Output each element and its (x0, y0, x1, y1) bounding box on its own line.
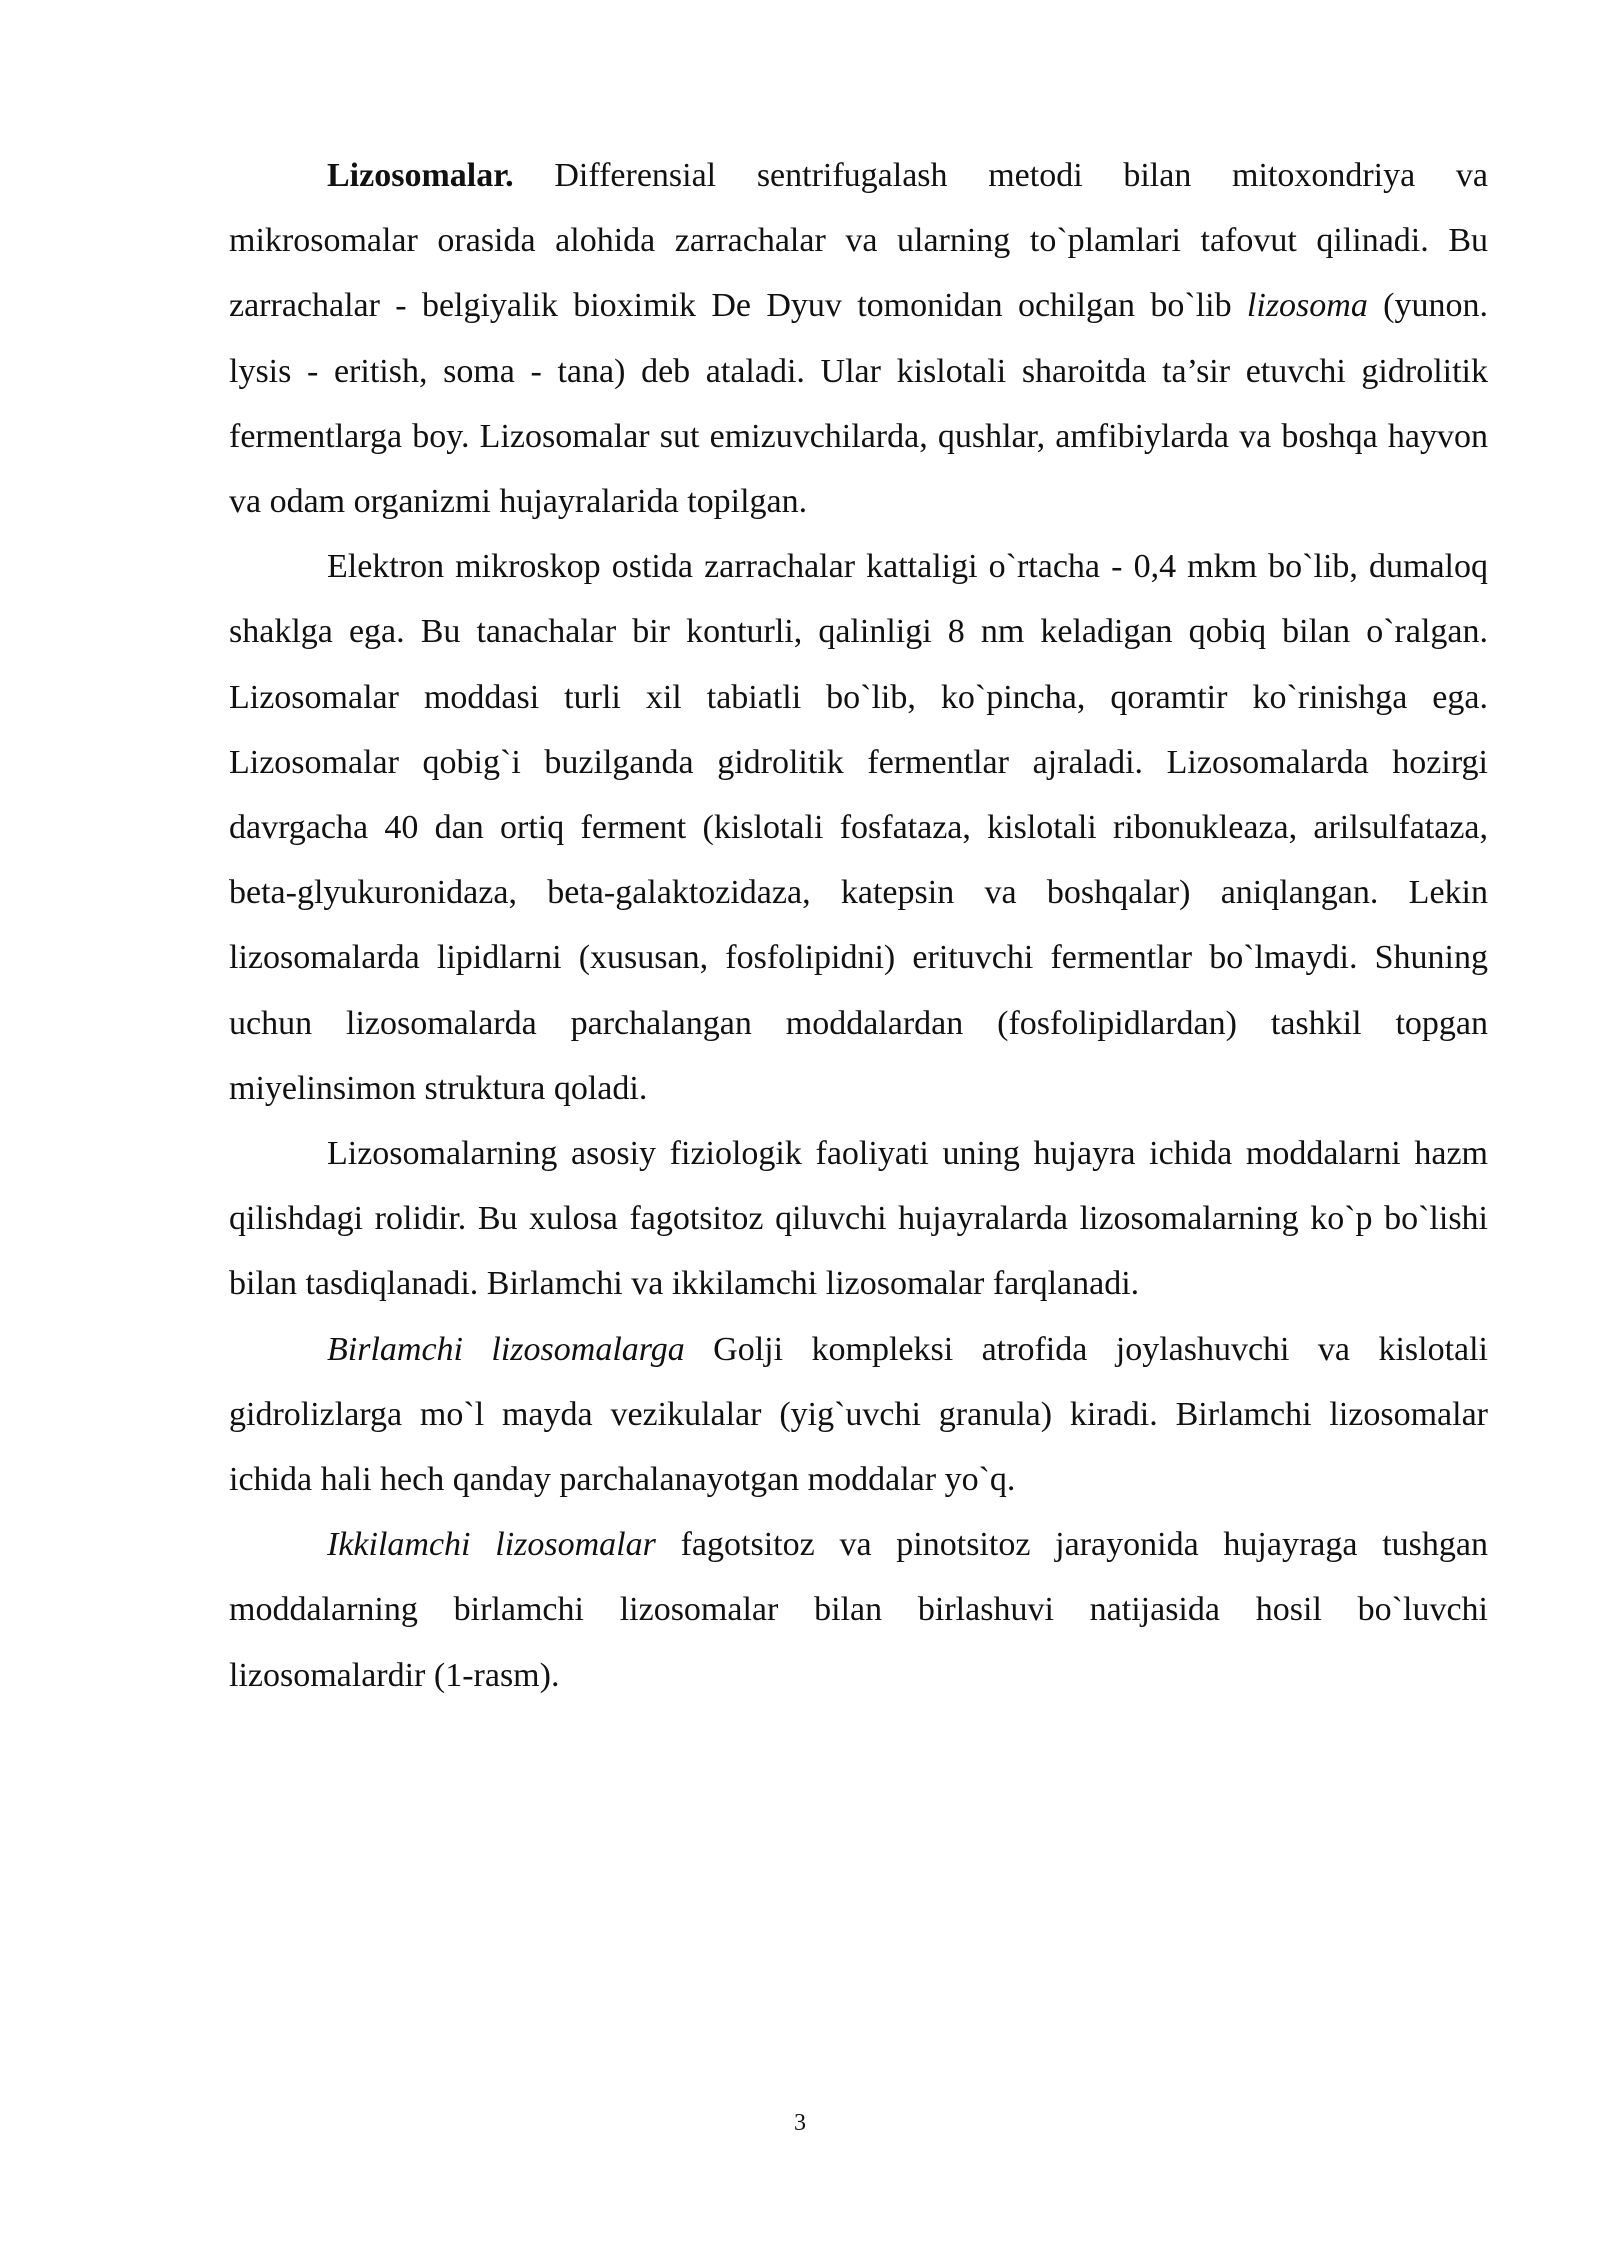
paragraph-text: Golji kompleksi atrofida joylashuvchi va kislotali gidrolizlarga mo`l mayda vezikulalar (yig`uvchi granula) kiradi. Birlamchi lizosomalar ichida hali hech qanday parchalanayotgan moddalar yo`q. (229, 1330, 1489, 1499)
italic-lead-term: Birlamchi lizosomalarga (327, 1330, 685, 1368)
paragraph-text: (yunon. lysis - eritish, soma - tana) deb ataladi. Ular kislotali sharoitda ta’sir etuvchi gidrolitik fermentlarga boy. Lizosomalar sut emizuvchilarda, qushlar, amfibiylarda va boshqa hayvon va odam organizmi hujayralarida topilgan. (229, 287, 1488, 521)
page-number: 3 (794, 2110, 806, 2136)
paragraph-text: Elektron mikroskop ostida zarrachalar kattaligi o`rtacha - 0,4 mkm bo`lib, dumaloq shaklga ega. Bu tanachalar bir konturli, qalinligi 8 nm keladigan qobiq bilan o`ralgan. Lizosomalar moddasi turli xil tabiatli bo`lib, ko`pincha, qoramtir ko`rinishga ega. Lizosomalar qobig`i buzilganda gidrolitik fermentlar ajraladi. Lizosomalarda hozirgi davrgacha 40 dan ortiq ferment (kislotali fosfataza, kislotali ribonukleaza, arilsulfataza, beta-glyukuronidaza, beta-galaktozidaza, katepsin va boshqalar) aniqlangan. Lekin lizosomalarda lipidlarni (xususan, fosfolipidni) erituvchi fermentlar bo`lmaydi. Shuning uchun lizosomalarda parchalangan moddalardan (fosfolipidlardan) tashkil topgan miyelinsimon struktura qoladi. (229, 548, 1488, 1107)
section-heading-bold: Lizosomalar. (327, 157, 514, 194)
paragraph-text: Lizosomalarning asosiy fiziologik faoliyati uning hujayra ichida moddalarni hazm qilishdagi rolidir. Bu xulosa fagotsitoz qiluvchi hujayralarda lizosomalarning ko`p bo`lishi bilan tasdiqlanadi. Birlamchi va ikkilamchi lizosomalar farqlanadi. (229, 1135, 1488, 1303)
paragraph-secondary-lysosomes (229, 1512, 1488, 1708)
document-body (229, 143, 1488, 1708)
paragraph-text: fagotsitoz va pinotsitoz jarayonida hujayraga tushgan moddalarning birlamchi lizosomalar bilan birlashuvi natijasida hosil bo`luvchi lizosomalardir (1-rasm). (229, 1526, 1488, 1694)
paragraph-physiological-role (229, 1121, 1488, 1317)
paragraph-lysosomes-intro (229, 143, 1488, 534)
italic-lead-term: Ikkilamchi lizosomalar (327, 1526, 656, 1564)
italic-term: lizosoma (1246, 287, 1368, 325)
paragraph-primary-lysosomes (229, 1317, 1488, 1513)
paragraph-text: Differensial sentrifugalash metodi bilan mitoxondriya va mikrosomalar orasida alohida zarrachalar va ularning to`plamlari tafovut qilinadi. Bu zarrachalar - belgiyalik bioximik De Dyuv tomonidan ochilgan bo`lib (229, 157, 1488, 325)
paragraph-electron-microscope (229, 534, 1488, 1121)
